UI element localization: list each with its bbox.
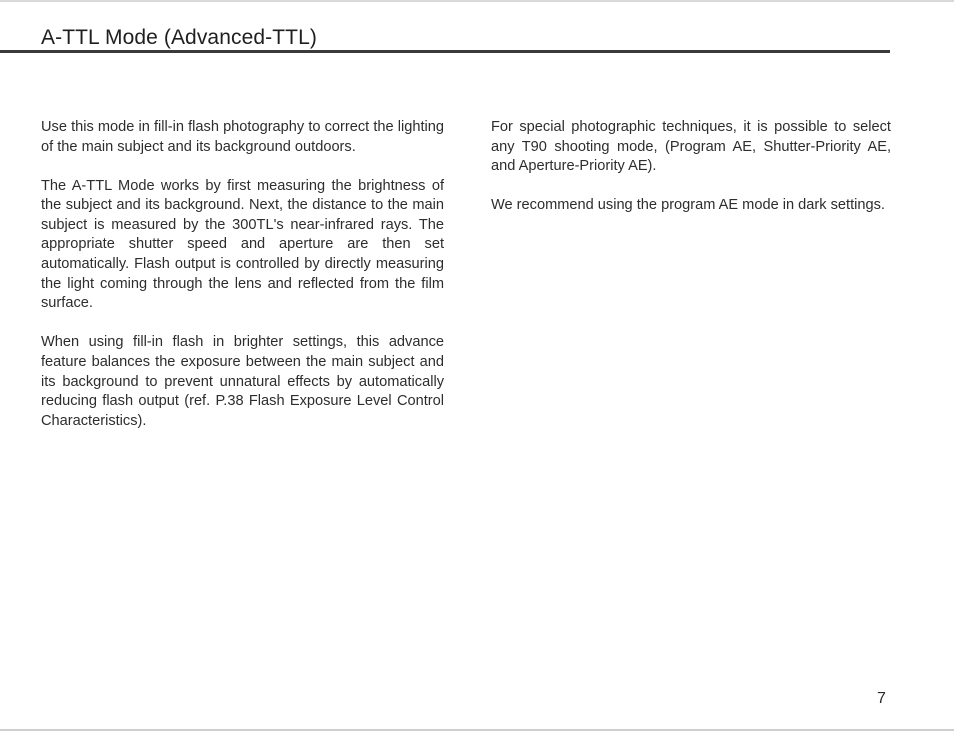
page-top-edge (0, 0, 954, 2)
paragraph-how-it-works: The A-TTL Mode works by first measuring the brightness of the subject and its background. Next, the distance to the main subject is measured by the 300TL's near-infrared rays. The appropriate shutter speed and aperture are then set automatically. Flash output is controlled by directly measuring the light coming through the lens and reflected from the film surface. (41, 177, 444, 312)
right-column (491, 118, 891, 235)
page-bottom-edge (0, 729, 954, 731)
paragraph-shooting-modes: For special photographic techniques, it is possible to select any T90 shooting mode, (Program AE, Shutter-Priority AE, and Aperture-Priority AE). (491, 119, 891, 175)
paragraph-recommendation: We recommend using the program AE mode in dark settings. (491, 197, 885, 214)
page-number: 7 (877, 690, 886, 707)
page-title: A-TTL Mode (Advanced-TTL) (41, 26, 317, 49)
paragraph-fill-in-flash: When using fill-in flash in brighter settings, this advance feature balances the exposure between the main subject and its background to prevent unnatural effects by automatically reducing flash output (ref. P.38 Flash Exposure Level Control Characteristics). (41, 334, 444, 429)
title-underline-rule (0, 50, 890, 53)
left-column (41, 118, 444, 451)
paragraph-intro: Use this mode in fill-in flash photography to correct the lighting of the main subject and its background outdoors. (41, 119, 444, 155)
